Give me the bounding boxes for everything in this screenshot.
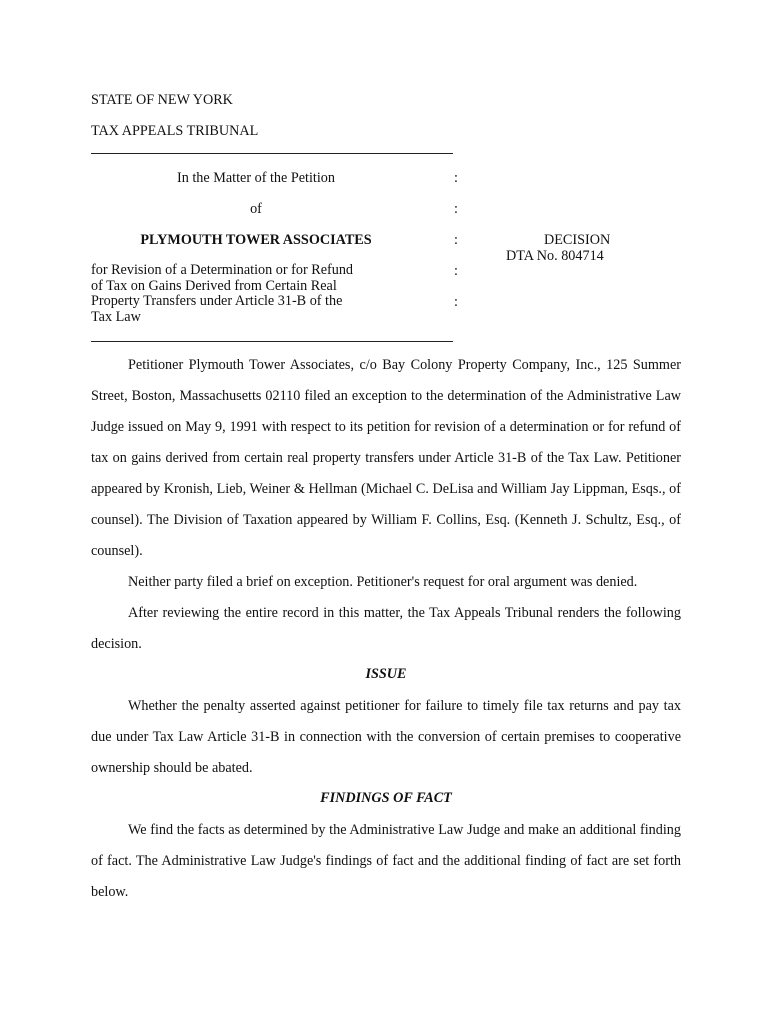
review-paragraph: [91, 598, 681, 660]
brief-paragraph-text: Neither party filed a brief on exception. Petitioner's request for oral argument was denied.: [128, 574, 638, 590]
caption-colon: :: [454, 201, 458, 217]
findings-paragraph-text: We find the facts as determined by the Administrative Law Judge and make an additional finding of fact. The Administrative Law Judge's findings of fact and the additional finding of fact are set forth below.: [91, 822, 681, 900]
intro-paragraph: [91, 350, 681, 567]
revision-line: Property Transfers under Article 31-B of the: [91, 293, 343, 310]
revision-line: Tax Law: [91, 308, 141, 325]
issue-paragraph-text: Whether the penalty asserted against petitioner for failure to timely file tax returns and pay tax due under Tax Law Article 31-B in connection with the conversion of certain premises to cooperative ownership should be abated.: [91, 698, 681, 776]
caption-bottom-rule: [91, 341, 453, 342]
state-heading: STATE OF NEW YORK: [91, 92, 233, 108]
revision-description: [91, 263, 391, 325]
issue-paragraph: [91, 691, 681, 784]
caption-colon: :: [454, 263, 458, 279]
petitioner-name: PLYMOUTH TOWER ASSOCIATES: [140, 232, 372, 248]
caption-colon: :: [454, 294, 458, 310]
matter-line: In the Matter of the Petition: [177, 170, 335, 186]
tribunal-heading: TAX APPEALS TRIBUNAL: [91, 123, 259, 139]
issue-heading: ISSUE: [365, 666, 407, 682]
caption-colon: :: [454, 170, 458, 186]
revision-line: of Tax on Gains Derived from Certain Real: [91, 277, 337, 294]
findings-paragraph: [91, 815, 681, 908]
caption-top-rule: [91, 153, 453, 154]
brief-paragraph: [91, 567, 681, 598]
findings-heading: FINDINGS OF FACT: [320, 790, 452, 806]
caption-colon: :: [454, 232, 458, 248]
dta-number: DTA No. 804714: [506, 248, 604, 264]
revision-line: for Revision of a Determination or for Refund: [91, 262, 354, 278]
decision-label: DECISION: [544, 232, 611, 248]
of-line: of: [250, 201, 262, 217]
intro-paragraph-text: Petitioner Plymouth Tower Associates, c/o Bay Colony Property Company, Inc., 125 Summer Street, Boston, Massachusetts 02110 filed an exception to the determination of the Administrative Law Judge issued on May 9, 1991 with respect to its petition for revision of a determination or for refund of tax on gains derived from certain real property transfers under Article 31-B of the Tax Law. Petitioner appeared by Kronish, Lieb, Weiner & Hellman (Michael C. DeLisa and William Jay Lippman, Esqs., of counsel). The Division of Taxation appeared by William F. Collins, Esq. (Kenneth J. Schultz, Esq., of counsel).: [91, 357, 681, 559]
review-paragraph-text: After reviewing the entire record in this matter, the Tax Appeals Tribunal renders the following decision.: [91, 605, 681, 652]
